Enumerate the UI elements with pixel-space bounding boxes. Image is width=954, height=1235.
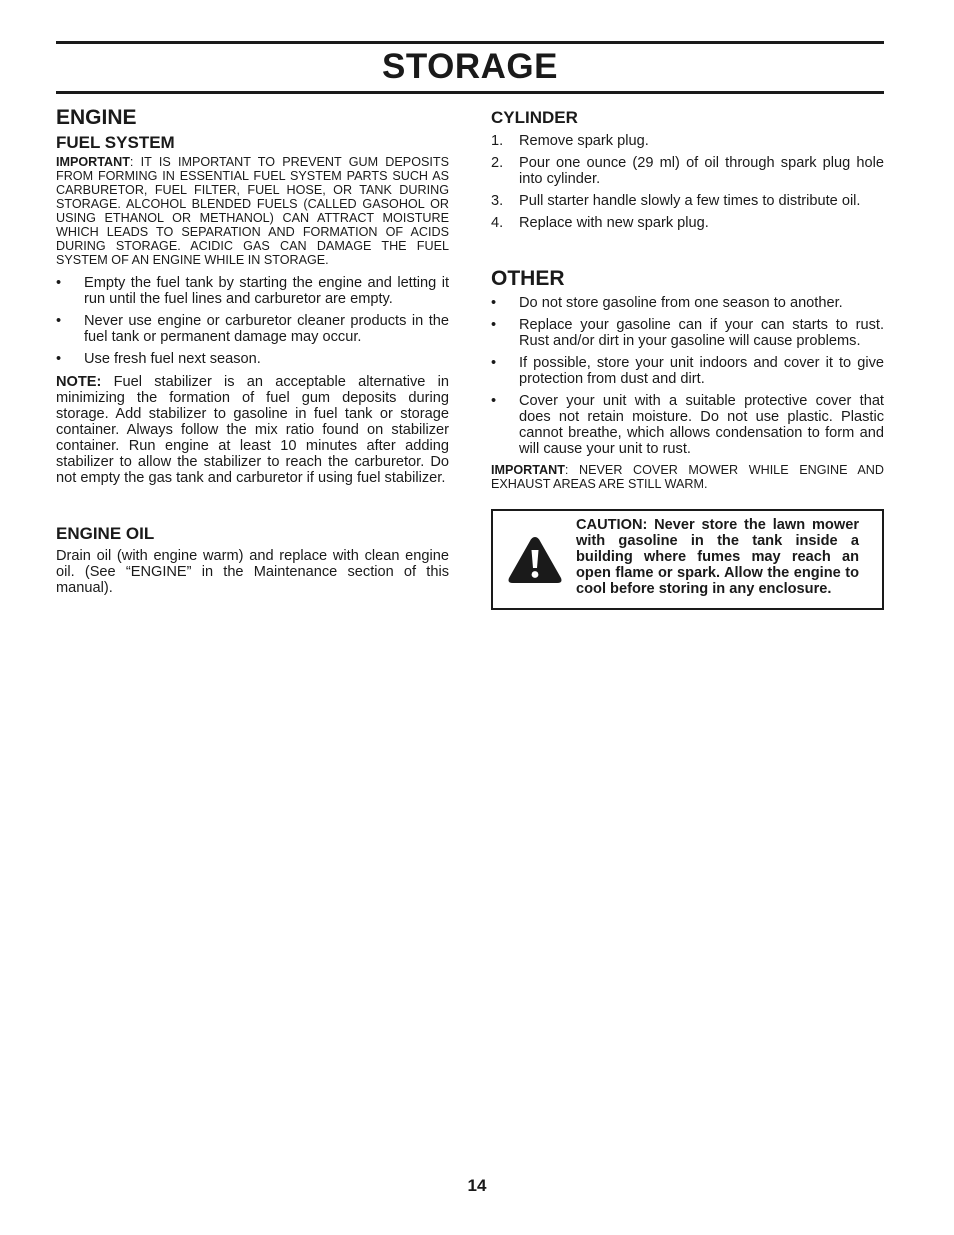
- warning-triangle-icon: [507, 535, 563, 585]
- list-item: [491, 355, 884, 387]
- bullet-text: Never use engine or carburetor cleaner products in the fuel tank or permanent damage may occur.: [84, 313, 449, 345]
- note-label: NOTE:: [56, 374, 102, 390]
- list-item: [491, 193, 884, 209]
- list-item: [491, 133, 884, 149]
- list-item: [56, 351, 449, 367]
- step-text: Remove spark plug.: [519, 133, 649, 149]
- engine-oil-heading: ENGINE OIL: [56, 524, 155, 543]
- bullet-marker: •: [491, 393, 497, 409]
- other-important: [491, 463, 884, 491]
- cylinder-heading: CYLINDER: [491, 108, 578, 127]
- note-text: Fuel stabilizer is an acceptable alternative in minimizing the formation of fuel gum deposits during storage. Add stabilizer to gasoline in fuel tank or storage container. Always follow the mix ratio found on stabilizer container. Run engine at least 10 minutes after adding stabilizer to allow the stabilizer to reach the carburetor. Do not empty the gas tank and carburetor if using fuel stabilizer.: [56, 374, 449, 486]
- header-rule-top: [56, 41, 884, 44]
- fuel-stabilizer-note: [56, 374, 449, 486]
- step-number: 4.: [491, 215, 504, 231]
- list-item: [56, 313, 449, 345]
- engine-oil-text: Drain oil (with engine warm) and replace with clean engine oil. (See “ENGINE” in the Maintenance section of this manual).: [56, 548, 449, 596]
- list-item: [491, 215, 884, 231]
- cylinder-steps: [491, 133, 884, 231]
- step-number: 3.: [491, 193, 504, 209]
- page-number: 14: [467, 1176, 487, 1195]
- step-text: Pour one ounce (29 ml) of oil through spark plug hole into cylinder.: [519, 155, 884, 187]
- bullet-text: Cover your unit with a suitable protective cover that does not retain moisture. Do not use plastic. Plastic cannot breathe, which allows condensation to form and will cause your unit to rust.: [519, 393, 884, 457]
- engine-heading: ENGINE: [56, 106, 137, 129]
- list-item: [491, 295, 884, 311]
- fuel-system-bullets: [56, 275, 449, 367]
- step-text: Replace with new spark plug.: [519, 215, 709, 231]
- page-title: STORAGE: [382, 47, 558, 86]
- right-column: [491, 106, 884, 491]
- list-item: [491, 393, 884, 457]
- step-number: 1.: [491, 133, 504, 149]
- caution-box: [491, 509, 884, 610]
- important-label: IMPORTANT: [491, 463, 565, 477]
- bullet-text: Empty the fuel tank by starting the engine and letting it run until the fuel lines and carburetor are empty.: [84, 275, 449, 307]
- bullet-marker: •: [491, 317, 497, 333]
- important-text: : NEVER COVER MOWER WHILE ENGINE AND EXHAUST AREAS ARE STILL WARM.: [491, 463, 884, 491]
- bullet-marker: •: [56, 275, 62, 291]
- list-item: [491, 317, 884, 349]
- list-item: [491, 155, 884, 187]
- step-text: Pull starter handle slowly a few times to distribute oil.: [519, 193, 861, 209]
- bullet-marker: •: [491, 295, 497, 311]
- bullet-text: Use fresh fuel next season.: [84, 351, 261, 367]
- bullet-marker: •: [56, 351, 62, 367]
- list-item: [56, 275, 449, 307]
- bullet-text: If possible, store your unit indoors and cover it to give protection from dust and dirt.: [519, 355, 884, 387]
- other-bullets: [491, 295, 884, 457]
- important-text: : IT IS IMPORTANT TO PREVENT GUM DEPOSITS FROM FORMING IN ESSENTIAL FUEL SYSTEM PARTS SUCH AS CARBURETOR, FUEL FILTER, FUEL HOSE, OR TANK DURING STORAGE. ALCOHOL BLENDED FUELS (CALLED GASOHOL OR USING ETHANOL OR METHANOL) CAN ATTRACT MOISTURE WHICH LEADS TO SEPARATION AND FORMATION OF ACIDS DURING STORAGE. ACIDIC GAS CAN DAMAGE THE FUEL SYSTEM OF AN ENGINE WHILE IN STORAGE.: [56, 155, 449, 267]
- bullet-text: Replace your gasoline can if your can starts to rust. Rust and/or dirt in your gasoline will cause problems.: [519, 317, 884, 349]
- exclamation-dot: [532, 571, 539, 578]
- important-label: IMPORTANT: [56, 155, 130, 169]
- bullet-marker: •: [491, 355, 497, 371]
- bullet-text: Do not store gasoline from one season to another.: [519, 295, 843, 311]
- left-column: [56, 106, 449, 596]
- caution-text: CAUTION: Never store the lawn mower with gasoline in the tank inside a building where fumes may reach an open flame or spark. Allow the engine to cool before storing in any enclosure.: [576, 517, 859, 597]
- fuel-system-heading: FUEL SYSTEM: [56, 133, 175, 152]
- other-heading: OTHER: [491, 267, 565, 290]
- header-rule-bottom: [56, 91, 884, 94]
- bullet-marker: •: [56, 313, 62, 329]
- fuel-system-important: [56, 155, 449, 267]
- step-number: 2.: [491, 155, 504, 171]
